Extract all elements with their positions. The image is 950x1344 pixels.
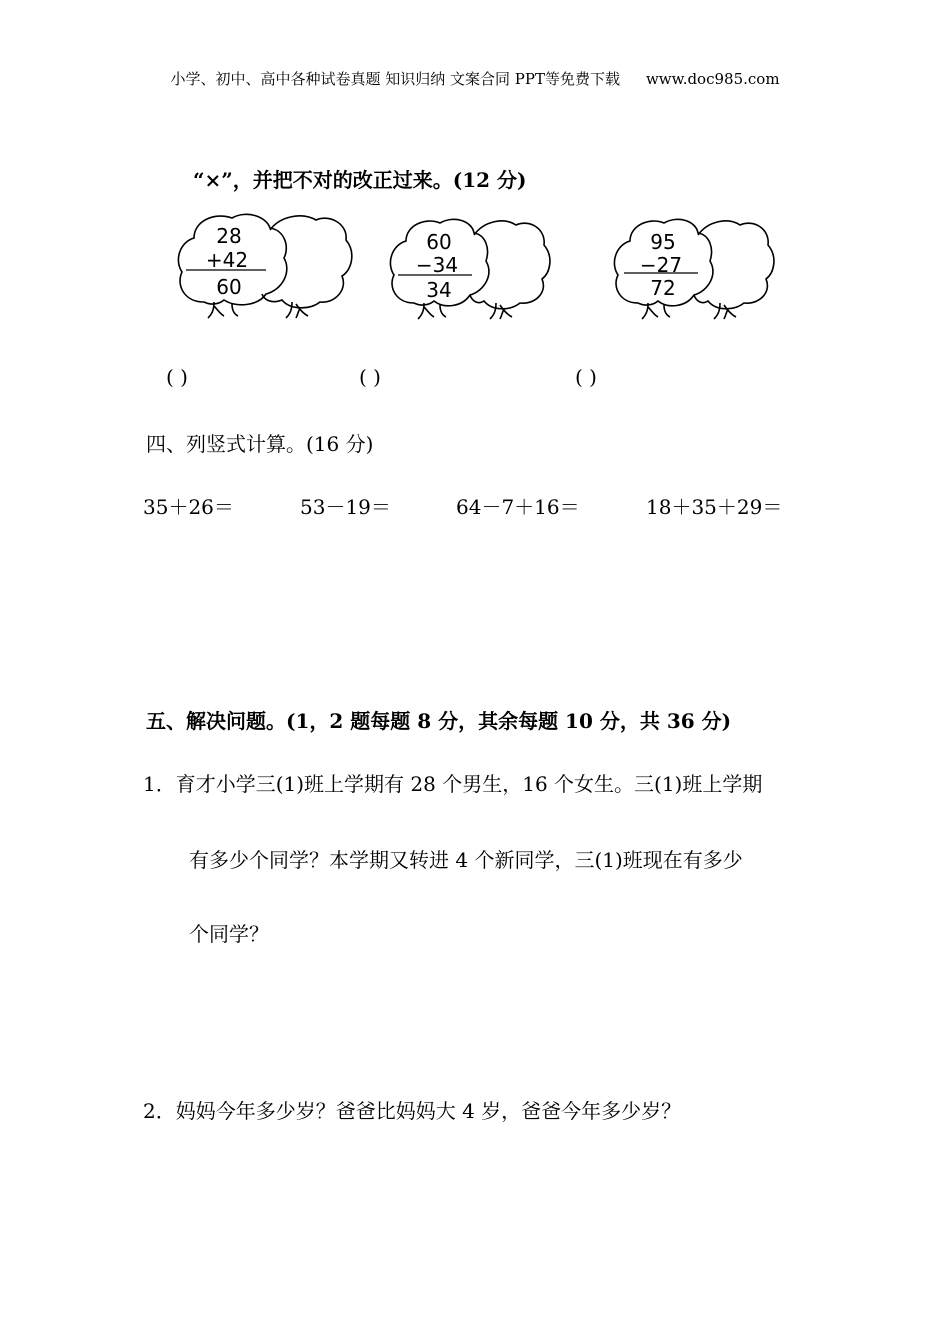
calc-item-1: 35＋26＝ [143,495,234,519]
problem-1-line-3: 个同学？ [189,922,269,946]
difference-result: 72 [650,276,676,300]
calc-item-2: 53－19＝ [300,495,391,519]
header-site: www.doc985.com [645,70,780,88]
problem-1-line-1: 1．育才小学三(1)班上学期有 28 个男生，16 个女生。三(1)班上学期 [143,772,763,796]
section4-title: 四、列竖式计算。(16 分) [146,432,374,456]
answer-blank-2[interactable]: ( ) [359,365,381,389]
difference-result: 34 [426,278,452,302]
section3-intro: “×”，并把不对的改正过来。(12 分) [193,168,527,192]
tree-pair-3 [612,215,777,322]
subtrahend: −34 [415,253,459,277]
minuend: 60 [426,230,452,254]
problem-2-line-1: 2．妈妈今年多少岁？爸爸比妈妈大 4 岁，爸爸今年多少岁？ [143,1099,682,1123]
section5-title: 五、解决问题。(1，2 题每题 8 分，其余每题 10 分，共 36 分) [146,709,732,733]
addend-top: 28 [216,224,242,248]
sum-result: 60 [216,275,242,299]
addend-bottom: +42 [205,248,249,272]
answer-blank-3[interactable]: ( ) [575,365,597,389]
problem-1-line-2: 有多少个同学？本学期又转进 4 个新同学，三(1)班现在有多少 [189,848,743,872]
tree-pair-2 [388,215,553,322]
page-header [0,68,950,89]
tree-pair-1 [174,210,354,322]
header-text: 小学、初中、高中各种试卷真题 知识归纳 文案合同 PPT等免费下载 [170,70,620,88]
calc-item-4: 18＋35＋29＝ [646,495,783,519]
minuend: 95 [650,230,676,254]
answer-blank-1[interactable]: ( ) [166,365,188,389]
subtrahend: −27 [639,253,683,277]
calc-item-3: 64－7＋16＝ [456,495,580,519]
